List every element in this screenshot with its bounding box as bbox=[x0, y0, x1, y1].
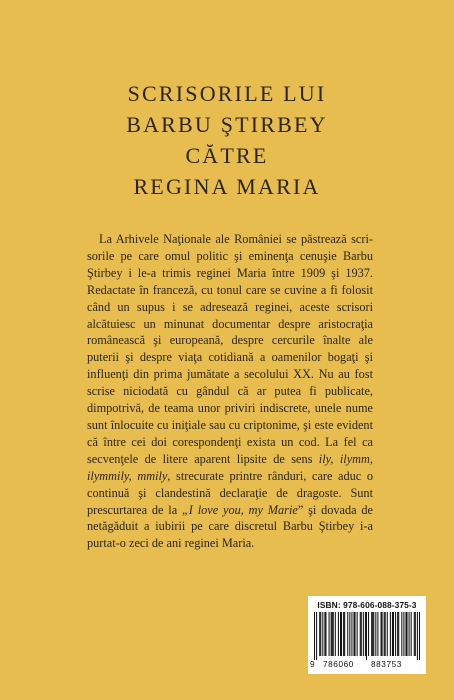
blurb-codes-italic: ily, ilymm, ilymmily, mmily bbox=[87, 451, 373, 483]
barcode-bar bbox=[371, 612, 372, 656]
barcode-bar bbox=[377, 612, 378, 656]
barcode-bar bbox=[347, 612, 348, 656]
barcode-bar bbox=[325, 612, 326, 656]
barcode-bar bbox=[419, 612, 420, 660]
barcode-bar bbox=[341, 612, 342, 656]
blurb-text-part-3: ” şi dovada de netăgăduit a iubirii pe care discretul Barbu Ştirbey i-a purtat-o zeci de ani reginei Maria. bbox=[87, 502, 373, 551]
barcode-bar bbox=[361, 612, 362, 656]
blurb-text-part-2: , strecurate printre rânduri, care aduc o continuă şi clandestină declaraţie de dragoste. Sunt prescurtarea de la bbox=[87, 468, 373, 517]
barcode-digits-right: 883753 bbox=[371, 660, 402, 669]
barcode-bar bbox=[351, 612, 352, 656]
barcode-bar bbox=[403, 612, 404, 656]
barcode-bar bbox=[397, 612, 398, 656]
barcode-bar bbox=[406, 612, 407, 656]
barcode-bar bbox=[343, 612, 344, 656]
barcode-bar bbox=[385, 612, 386, 656]
barcode-bar bbox=[363, 612, 364, 656]
barcode-bar bbox=[398, 612, 399, 656]
barcode-bar bbox=[366, 612, 367, 660]
barcode-bar bbox=[316, 612, 317, 660]
barcode-bar bbox=[381, 612, 382, 656]
blurb-quote-italic: „I love you, my Marie bbox=[181, 502, 298, 517]
barcode-bar bbox=[319, 612, 320, 656]
barcode-bar bbox=[411, 612, 412, 656]
barcode-bar bbox=[333, 612, 334, 656]
barcode-bar bbox=[390, 612, 391, 656]
book-title bbox=[0, 78, 454, 202]
barcode-bar bbox=[384, 612, 385, 656]
barcode-bar bbox=[331, 612, 332, 656]
barcode-bar bbox=[395, 612, 396, 656]
title-line-2: BARBU ŞTIRBEY bbox=[126, 112, 328, 137]
barcode-bar bbox=[332, 612, 333, 656]
isbn-label: ISBN: 978-606-088-375-3 bbox=[317, 600, 417, 610]
barcode-bar bbox=[340, 612, 341, 656]
barcode-bar bbox=[393, 612, 394, 656]
barcode-bar bbox=[382, 612, 383, 656]
blurb-text-part-1: La Arhivele Naţionale ale României se păstrează scrisorile pe care omul politic şi eminenţa cenuşie Barbu Ştirbey i le-a trimis reginei Maria între 1909 şi 1937. Redactate în franceză, cu tonul care se cuvine a fi folosit când un supus i se adresează reginei, aceste scrisori alcătuiesc un minunat documentar despre aristocraţia românească şi europeană, despre cercurile înalte ale puterii şi despre viaţa cotidiană a oamenilor bogaţi şi influenţi din prima jumătate a secolului XX. Nu au fost scrise niciodată cu gândul că ar putea fi publicate, dimpotrivă, de teama unor priviri indiscrete, unele nume sunt înlocuite cu iniţiale sau cu criptonime, şi este evident că între cei doi corespondenţi exista un cod. La fel ca secvenţele de litere aparent lipsite de sens bbox=[87, 232, 373, 466]
barcode-bar bbox=[409, 612, 410, 656]
barcode-bar bbox=[329, 612, 330, 656]
isbn-barcode bbox=[308, 596, 426, 674]
barcode-bar bbox=[368, 612, 369, 656]
title-line-4: REGINA MARIA bbox=[133, 174, 321, 199]
barcode-bar bbox=[375, 612, 376, 656]
title-line-3: CĂTRE bbox=[185, 143, 269, 168]
barcode-bar bbox=[387, 612, 388, 656]
barcode-bar bbox=[415, 612, 416, 656]
barcode-bar bbox=[417, 612, 418, 660]
barcode-bar bbox=[365, 612, 366, 656]
barcode-bar bbox=[314, 612, 315, 660]
barcode-bar bbox=[392, 612, 393, 656]
barcode-bar bbox=[414, 612, 415, 656]
barcode-bar bbox=[401, 612, 402, 656]
barcode-bar bbox=[355, 612, 356, 656]
barcode-bar bbox=[324, 612, 325, 656]
barcode-digit-first: 9 bbox=[310, 660, 316, 669]
barcode-bar bbox=[357, 612, 358, 656]
barcode-bar bbox=[353, 612, 354, 656]
barcode-digits-left: 786060 bbox=[323, 660, 354, 669]
barcode-bar bbox=[338, 612, 339, 656]
barcode-bar bbox=[405, 612, 406, 656]
barcode-bars bbox=[314, 612, 420, 660]
barcode-bar bbox=[322, 612, 323, 656]
barcode-bar bbox=[320, 612, 321, 656]
barcode-bar bbox=[349, 612, 350, 656]
back-cover-blurb bbox=[87, 231, 373, 552]
barcode-bar bbox=[335, 612, 336, 656]
barcode-bar bbox=[372, 612, 373, 656]
barcode-bar bbox=[373, 612, 374, 656]
barcode-bar bbox=[344, 612, 345, 656]
barcode-bar bbox=[360, 612, 361, 656]
title-line-1: SCRISORILE LUI bbox=[127, 81, 327, 106]
